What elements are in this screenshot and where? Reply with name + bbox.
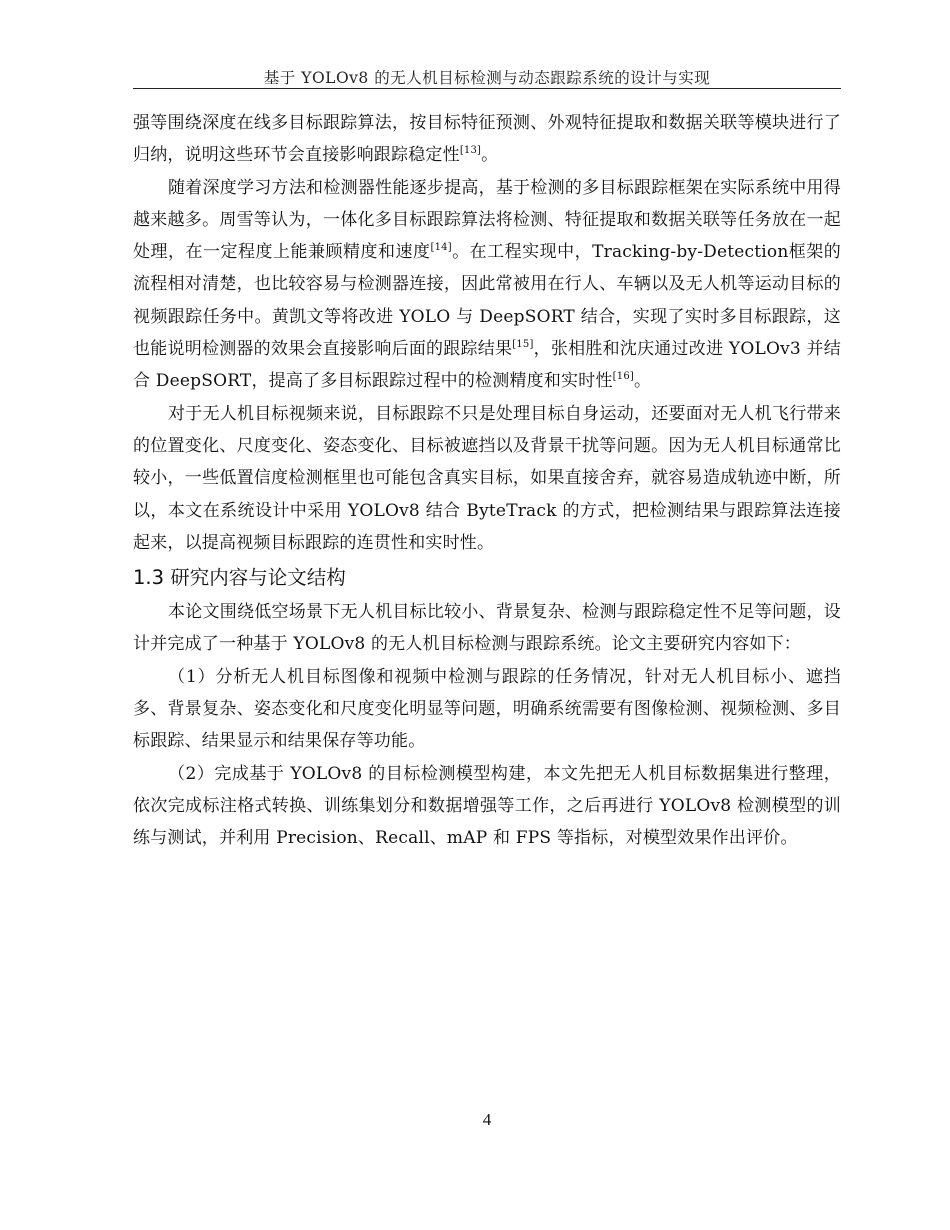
list-item-research-2: （2）完成基于 YOLOv8 的目标检测模型构建，本文先把无人机目标数据集进行整理，依次完成标注格式转换、训练集划分和数据增强等工作，之后再进行 YOLOv8 检测模型的训练与测试，并利用 Precision、Recall、mAP 和 FPS 等指标，对模型效果作出评价。 — [133, 763, 841, 849]
section-title: 1.3 研究内容与论文结构 — [133, 566, 346, 590]
citation: [16] — [612, 371, 634, 383]
page-number: 4 — [482, 1110, 492, 1129]
paragraph-text: 强等围绕深度在线多目标跟踪算法，按目标特征预测、外观特征提取和数据关联等模块进行了归纳，说明这些环节会直接影响跟踪稳定性 — [133, 113, 841, 166]
paragraph-text: ，张相胜和沈庆通过改进 YOLOv3 并结合 DeepSORT，提高了多目标跟踪过程中的检测精度和实时性 — [133, 339, 841, 392]
paragraph-text: 。在工程实现中，Tracking-by-Detection框架的流程相对清楚，也比较容易与检测器连接，因此常被用在行人、车辆以及无人机等运动目标的视频跟踪任务中。黄凯文等将改进 YOLO 与 DeepSORT 结合，实现了实时多目标跟踪，这也能说明检测器的效果会直接影响后面的跟踪结果 — [133, 242, 841, 360]
list-item-research-1: （1）分析无人机目标图像和视频中检测与跟踪的任务情况，针对无人机目标小、遮挡多、背景复杂、姿态变化和尺度变化明显等问题，明确系统需要有图像检测、视频检测、多目标跟踪、结果显示和结果保存等功能。 — [133, 666, 841, 752]
header-rule — [133, 88, 841, 89]
paragraph-mot-frameworks — [133, 172, 841, 398]
paragraph-uav-tracking: 对于无人机目标视频来说，目标跟踪不只是处理目标自身运动，还要面对无人机飞行带来的位置变化、尺度变化、姿态变化、目标被遮挡以及背景干扰等问题。因为无人机目标通常比较小，一些低置信度检测框里也可能包含真实目标，如果直接舍弃，就容易造成轨迹中断，所以，本文在系统设计中采用 YOLOv8 结合 ByteTrack 的方式，把检测结果与跟踪算法连接起来，以提高视频目标跟踪的连贯性和实时性。 — [133, 403, 841, 553]
paragraph-research-intro: 本论文围绕低空场景下无人机目标比较小、背景复杂、检测与跟踪稳定性不足等问题，设计并完成了一种基于 YOLOv8 的无人机目标检测与跟踪系统。论文主要研究内容如下： — [133, 602, 841, 655]
running-header: 基于 YOLOv8 的无人机目标检测与动态跟踪系统的设计与实现 — [263, 69, 711, 87]
citation: [13] — [459, 145, 482, 157]
paragraph-text: 。 — [634, 371, 652, 392]
paragraph-text: 。 — [481, 145, 499, 166]
citation: [15] — [512, 339, 534, 351]
paragraph-continued — [133, 107, 841, 172]
page-body — [133, 107, 841, 855]
paragraph-text: 随着深度学习方法和检测器性能逐步提高，基于检测的多目标跟踪框架在实际系统中用得越来越多。周雪等认为，一体化多目标跟踪算法将检测、特征提取和数据关联等任务放在一起处理，在一定程度上能兼顾精度和速度 — [133, 177, 841, 263]
citation: [14] — [430, 242, 452, 254]
